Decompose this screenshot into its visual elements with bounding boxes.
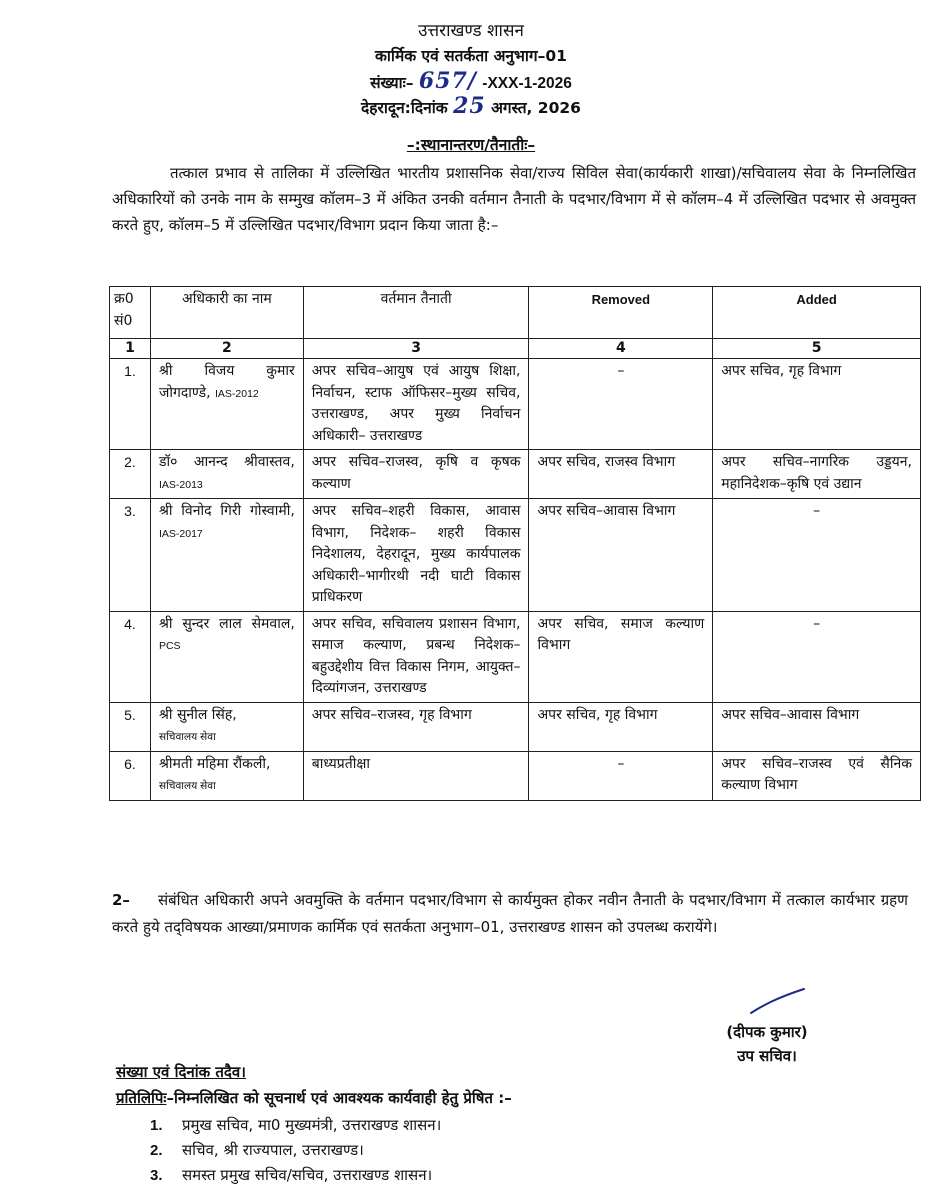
officer-service: IAS-2013 (158, 478, 203, 491)
colnum-4: 4 (529, 339, 713, 359)
officer-name: श्रीमती महिमा रौंकली, सचिवालय सेवा (150, 751, 303, 800)
removed-charge: – (529, 359, 713, 450)
signatory-name: (दीपक कुमार) (726, 1023, 808, 1041)
officer-service: IAS-2012 (214, 387, 259, 400)
date-suffix: अगस्त, 2026 (491, 99, 581, 117)
table-row (110, 702, 921, 751)
added-charge: अपर सचिव, गृह विभाग (713, 359, 921, 450)
section-name: कार्मिक एवं सतर्कता अनुभाग–01 (375, 47, 567, 65)
copy-list (150, 1113, 441, 1188)
current-posting: अपर सचिव–शहरी विकास, आवास विभाग, निदेशक– शहरी विकास निदेशालय, देहरादून, मुख्य कार्यपालक अधिकारी–भागीरथी नदी घाटी विकास प्राधिकरण (303, 499, 529, 612)
officer-service: सचिवालय सेवा (158, 780, 216, 792)
removed-charge: – (529, 751, 713, 800)
instruction-paragraph (112, 887, 908, 941)
reference-line: संख्या एवं दिनांक तदैव। (116, 1063, 246, 1081)
header-name: अधिकारी का नाम (150, 287, 303, 339)
order-date (0, 93, 942, 119)
table-row (110, 359, 921, 450)
column-number-row (110, 339, 921, 359)
header-added: Added (713, 287, 921, 339)
header-serial: क्र0 सं0 (110, 287, 151, 339)
signature-mark (748, 986, 808, 1016)
list-item: 1. प्रमुख सचिव, मा0 मुख्यमंत्री, उत्तराखण्ड शासन। (150, 1116, 442, 1134)
officer-service: PCS (158, 640, 181, 652)
number-suffix: -XXX-1-2026 (482, 75, 572, 92)
table-row (110, 751, 921, 800)
colnum-1: 1 (110, 339, 151, 359)
current-posting: अपर सचिव–राजस्व, कृषि व कृषक कल्याण (303, 450, 529, 499)
copy-to-line (116, 1088, 512, 1108)
current-posting: अपर सचिव–राजस्व, गृह विभाग (303, 702, 529, 751)
added-charge: अपर सचिव–नागरिक उड्डयन, महानिदेशक–कृषि एवं उद्यान (713, 450, 921, 499)
added-charge: – (713, 611, 921, 702)
removed-charge: अपर सचिव, राजस्व विभाग (529, 450, 713, 499)
table-row (110, 611, 921, 702)
header-current: वर्तमान तैनाती (303, 287, 529, 339)
table-row (110, 450, 921, 499)
paragraph-number: 2– (112, 891, 130, 909)
officer-service: IAS-2017 (158, 527, 203, 540)
order-number (0, 68, 942, 94)
transfer-table (109, 286, 921, 801)
current-posting: अपर सचिव, सचिवालय प्रशासन विभाग, समाज कल्याण, प्रबन्ध निदेशक–बहुउद्देशीय वित्त विकास निगम, आयुक्त–दिव्यांगजन, उत्तराखण्ड (303, 611, 529, 702)
date-label: देहरादून:दिनांक (361, 99, 448, 117)
row-serial: 6. (110, 751, 151, 800)
current-posting: बाध्यप्रतीक्षा (303, 751, 529, 800)
colnum-5: 5 (713, 339, 921, 359)
copy-label: प्रतिलिपिः (116, 1089, 167, 1107)
govt-name: उत्तराखण्ड शासन (418, 21, 524, 41)
colnum-3: 3 (303, 339, 529, 359)
copy-text: –निम्नलिखित को सूचनार्थ एवं आवश्यक कार्यवाही हेतु प्रेषित :– (166, 1089, 512, 1107)
colnum-2: 2 (150, 339, 303, 359)
officer-name: श्री विनोद गिरी गोस्वामी, IAS-2017 (150, 499, 303, 612)
intro-paragraph: तत्काल प्रभाव से तालिका में उल्लिखित भारतीय प्रशासनिक सेवा/राज्य सिविल सेवा(कार्यकारी शाखा)/सचिवालय सेवा के निम्नलिखित अधिकारियों को उनके नाम के सम्मुख कॉलम–3 में अंकित उनकी वर्तमान तैनाती के पदभार/विभाग में से कॉलम–4 में उल्लिखित पदभार से अवमुक्त करते हुए, कॉलम–5 में उल्लिखित पदभार/विभाग प्रदान किया जाता है:– (112, 164, 916, 234)
row-serial: 4. (110, 611, 151, 702)
removed-charge: अपर सचिव, गृह विभाग (529, 702, 713, 751)
officer-name: श्री सुनील सिंह, सचिवालय सेवा (150, 702, 303, 751)
officer-name: श्री विजय कुमार जोगदाण्डे, IAS-2012 (150, 359, 303, 450)
list-item: 3. समस्त प्रमुख सचिव/सचिव, उत्तराखण्ड शासन। (150, 1166, 433, 1184)
added-charge: अपर सचिव–आवास विभाग (713, 702, 921, 751)
removed-charge: अपर सचिव–आवास विभाग (529, 499, 713, 612)
signatory-designation: उप सचिव। (737, 1047, 797, 1065)
officer-name: श्री सुन्दर लाल सेमवाल, PCS (150, 611, 303, 702)
removed-charge: अपर सचिव, समाज कल्याण विभाग (529, 611, 713, 702)
row-serial: 2. (110, 450, 151, 499)
table-row (110, 499, 921, 612)
row-serial: 5. (110, 702, 151, 751)
row-serial: 1. (110, 359, 151, 450)
paragraph-text: संबंधित अधिकारी अपने अवमुक्ति के वर्तमान पदभार/विभाग से कार्यमुक्त होकर नवीन तैनाती के पदभार/विभाग में तत्काल कार्यभार ग्रहण करते हुये तद्‌विषयक आख्या/प्रमाणक कार्मिक एवं सतर्कता अनुभाग–01, उत्तराखण्ड शासन को उपलब्ध करायेंगे। (112, 891, 908, 936)
header-removed: Removed (529, 287, 713, 339)
table-header-row (110, 287, 921, 339)
number-label: संख्याः– (370, 74, 414, 92)
current-posting: अपर सचिव–आयुष एवं आयुष शिक्षा, निर्वाचन, स्टाफ ऑफिसर–मुख्य सचिव, उत्तराखण्ड, अपर मुख्य निर्वाचन अधिकारी– उत्तराखण्ड (303, 359, 529, 450)
added-charge: – (713, 499, 921, 612)
row-serial: 3. (110, 499, 151, 612)
added-charge: अपर सचिव–राजस्व एवं सैनिक कल्याण विभाग (713, 751, 921, 800)
officer-service: सचिवालय सेवा (158, 731, 216, 743)
handwritten-number: 657/ (418, 68, 477, 94)
subject-heading: –:स्थानान्तरण/तैनातीः– (406, 136, 536, 154)
signatory-block (712, 1020, 822, 1068)
handwritten-date: 25 (453, 93, 486, 119)
list-item: 2. सचिव, श्री राज्यपाल, उत्तराखण्ड। (150, 1141, 364, 1159)
officer-name: डॉ० आनन्द श्रीवास्तव, IAS-2013 (150, 450, 303, 499)
